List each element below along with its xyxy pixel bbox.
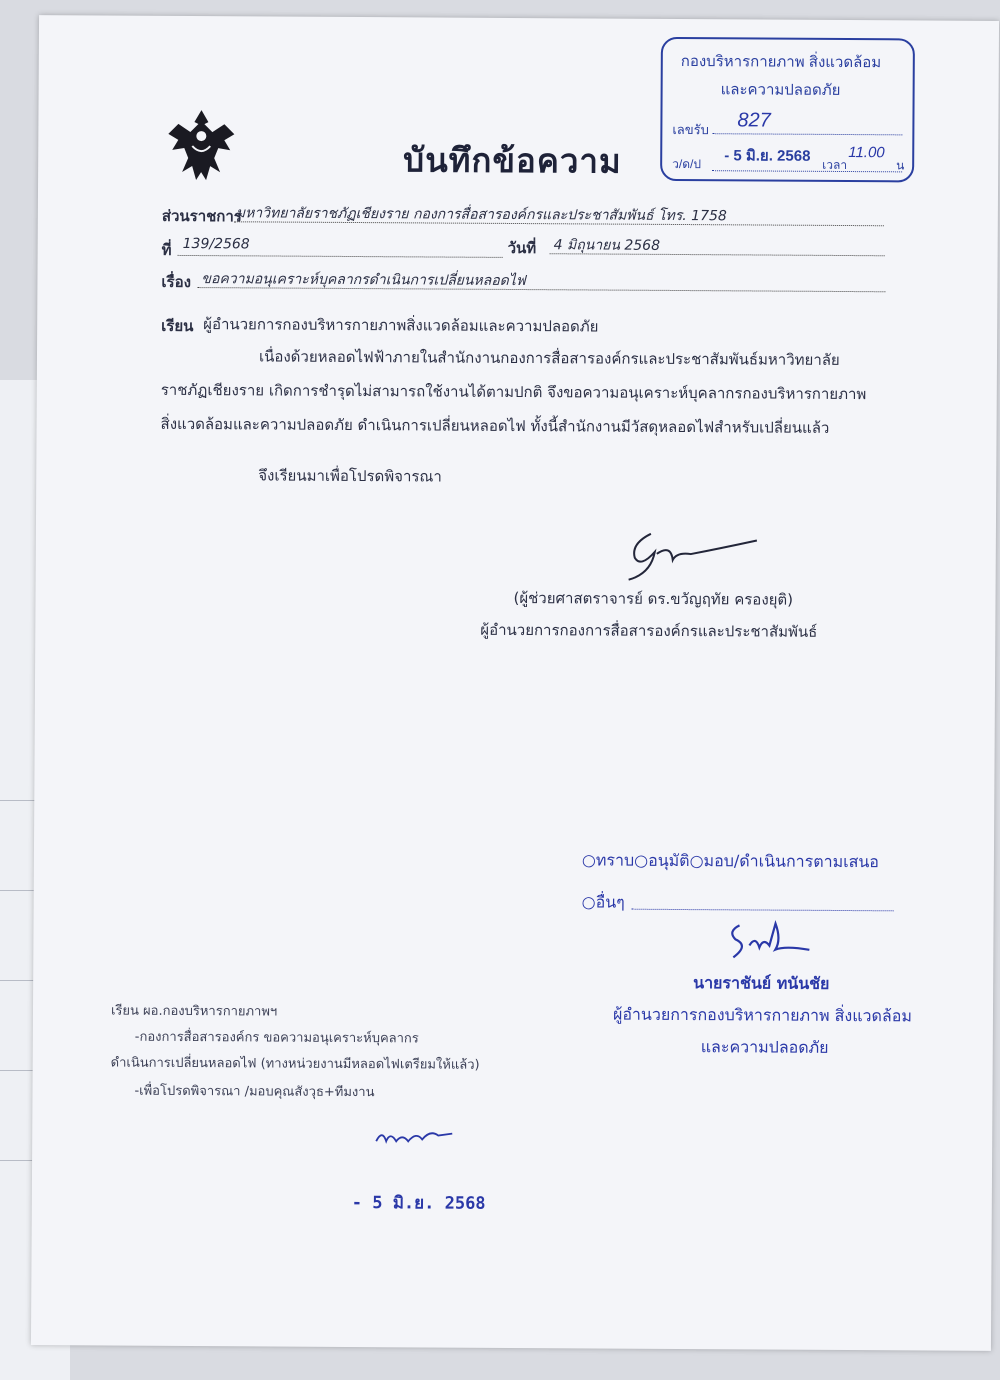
stamp-date-label: ว/ด/ป (672, 156, 702, 172)
receipt-label: เลขรับ (672, 121, 709, 138)
body-closing: จึงเรียนมาเพื่อโปรดพิจารณา (258, 466, 442, 486)
body-line2: ราชภัฏเชียงราย เกิดการชำรุดไม่สามารถใช้งานได้ตามปกติ จึงขอความอนุเคราะห์บุคลากรกองบริหารกายภาพ (160, 380, 867, 404)
receipt-stamp (660, 37, 915, 183)
memo-title: บันทึกข้อความ (403, 140, 622, 181)
doc-number-label: ที่ (161, 240, 172, 259)
stamp-time-suffix: น (896, 158, 905, 173)
note-line4: -เพื่อโปรดพิจารณา /มอบคุณสังวุธ+ทีมงาน (134, 1083, 375, 1101)
dept-value: มหาวิทยาลัยราชภัฏเชียงราย กองการสื่อสารองค์กรและประชาสัมพันธ์ โทร. 1758 (235, 205, 727, 225)
doc-number-value: 139/2568 (182, 235, 250, 253)
decision-other-label: ○อื่นๆ (581, 892, 625, 912)
stamp-time-label: เวลา (822, 157, 848, 173)
dept-label: ส่วนราชการ (161, 206, 242, 226)
stamp-line1: กองบริหารกายภาพ สิ่งแวดล้อม (680, 53, 882, 72)
note-line1: เรียน ผอ.กองบริหารกายภาพฯ (110, 1003, 278, 1020)
doc-date-label: วันที่ (507, 238, 537, 258)
body-line1: เนื่องด้วยหลอดไฟฟ้าภายในสำนักงานกองการสื่อสารองค์กรและประชาสัมพันธ์มหาวิทยาลัย (258, 347, 840, 369)
note-line2: -กองการสื่อสารองค์กร ขอความอนุเคราะห์บุคลากร (134, 1029, 419, 1047)
to-label: เรียน (161, 316, 194, 336)
signer1-name: (ผู้ช่วยศาสตราจารย์ ดร.ขวัญฤทัย ครองยุติ) (513, 588, 794, 609)
subject-value: ขอความอนุเคราะห์บุคลากรดำเนินการเปลี่ยนหลอดไฟ (201, 271, 526, 290)
note-line3: ดำเนินการเปลี่ยนหลอดไฟ (ทางหน่วยงานมีหลอดไฟเตรียมให้แล้ว) (110, 1055, 480, 1073)
receipt-number: 827 (737, 109, 771, 132)
decision-signer-position2: และความปลอดภัย (700, 1037, 829, 1057)
signature-2 (725, 915, 815, 964)
stamp-date-value: - 5 มิ.ย. 2568 (724, 147, 811, 165)
signature-1 (621, 524, 761, 585)
subject-label: เรื่อง (161, 272, 192, 292)
decision-signer-name: นายราชันย์ ทนันชัย (693, 973, 830, 993)
stamp-time-value: 11.00 (848, 144, 885, 162)
signer1-position: ผู้อำนวยการกองการสื่อสารองค์กรและประชาสัมพันธ์ (480, 620, 818, 641)
body-line3: สิ่งแวดล้อมและความปลอดภัย ดำเนินการเปลี่ยนหลอดไฟ ทั้งนี้สำนักงานมีวัสดุหลอดไฟสำหรับเปลี่ยนแล้ว (160, 414, 830, 437)
decision-options: ○ทราบ○อนุมัติ○มอบ/ดำเนินการตามเสนอ (581, 850, 880, 872)
note-date-stamp: - 5 มิ.ย. 2568 (351, 1193, 486, 1214)
memo-page (31, 15, 999, 1351)
doc-date-value: 4 มิถุนายน 2568 (553, 237, 661, 254)
to-value: ผู้อำนวยการกองบริหารกายภาพสิ่งแวดล้อมและความปลอดภัย (203, 315, 599, 336)
initials-signature (372, 1121, 462, 1152)
stamp-line2: และความปลอดภัย (720, 81, 841, 99)
garuda-emblem-icon (164, 106, 238, 184)
decision-signer-position1: ผู้อำนวยการกองบริหารกายภาพ สิ่งแวดล้อม (612, 1004, 912, 1026)
